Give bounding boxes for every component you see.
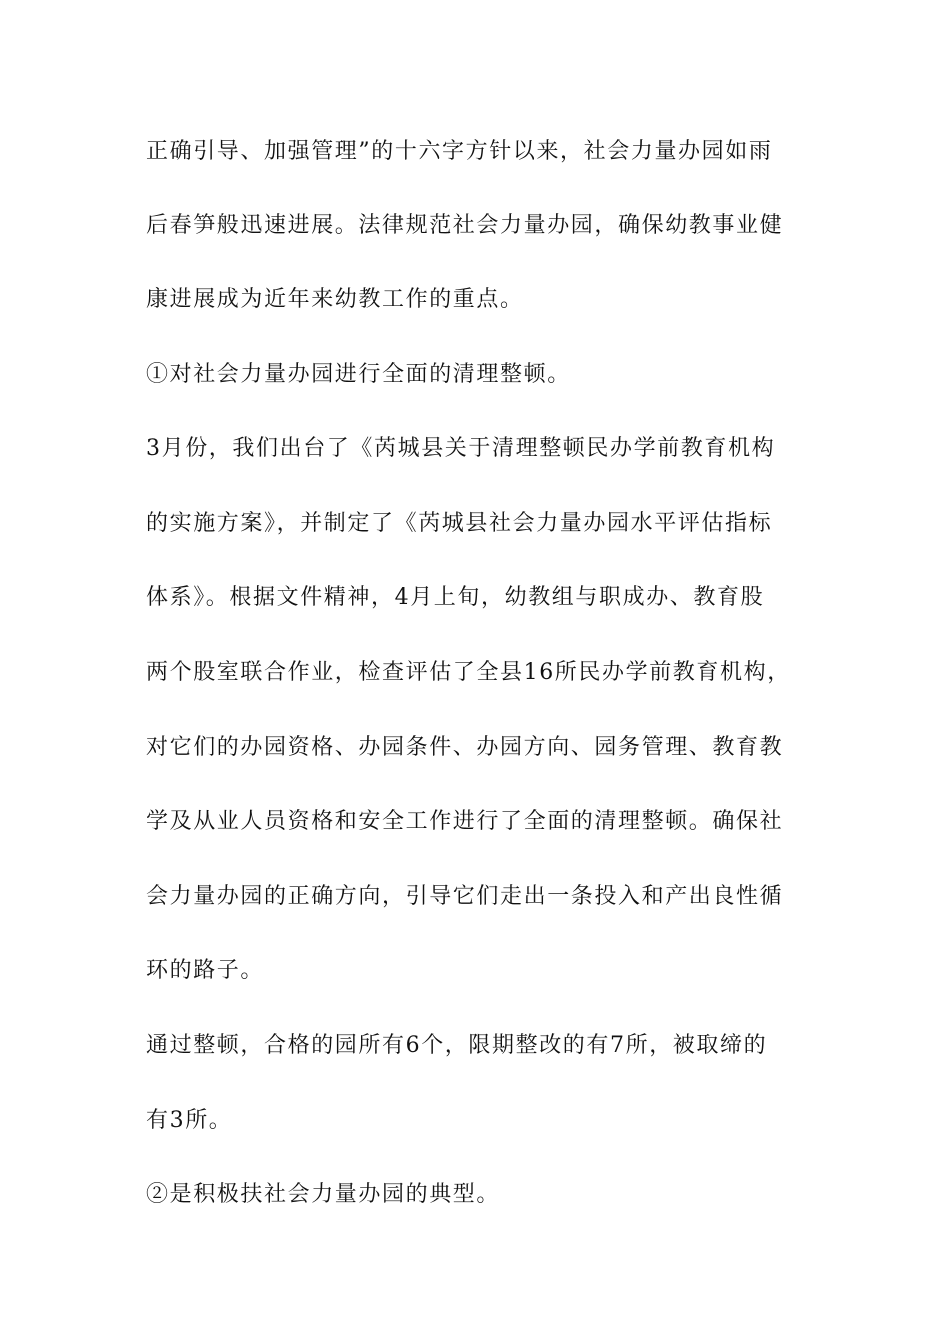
text-line: ①对社会力量办园进行全面的清理整顿。 [146,362,571,387]
text-line: 学及从业人员资格和安全工作进行了全面的清理整顿。确保社 [146,809,784,834]
text-line: 通过整顿，合格的园所有6个，限期整改的有7所，被取缔的 [146,1033,768,1058]
text-line: 有3所。 [146,1108,233,1133]
text-line: 的实施方案》，并制定了《芮城县社会力量办园水平评估指标 [146,511,773,536]
text-line: ②是积极扶社会力量办园的典型。 [146,1182,501,1207]
text-line: 后春笋般迅速进展。法律规范社会力量办园，确保幼教事业健 [146,213,784,238]
text-line: 正确引导、加强管理”的十六字方针以来，社会力量办园如雨 [146,139,773,164]
text-line: 3月份，我们出台了《芮城县关于清理整顿民办学前教育机构 [146,436,776,461]
text-line: 康进展成为近年来幼教工作的重点。 [146,287,524,312]
text-line: 对它们的办园资格、办园条件、办园方向、园务管理、教育教 [146,735,784,760]
text-line: 环的路子。 [146,958,265,983]
text-line: 会力量办园的正确方向，引导它们走出一条投入和产出良性循 [146,884,784,909]
text-line: 体系》。根据文件精神，4月上旬，幼教组与职成办、教育股 [146,585,765,610]
text-line: 两个股室联合作业，检查评估了全县16所民办学前教育机构， [146,660,791,685]
